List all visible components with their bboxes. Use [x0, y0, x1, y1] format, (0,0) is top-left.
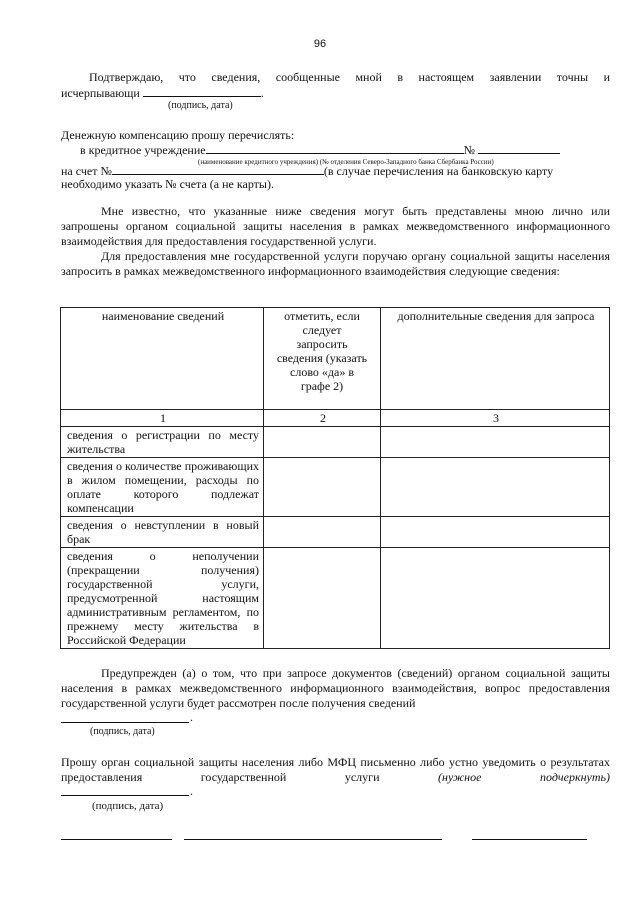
payment-heading: Денежную компенсацию прошу перечислять:: [61, 128, 295, 142]
mark-cell[interactable]: [264, 458, 381, 517]
notify-text: Прошу орган социальной защиты населения либо МФЦ письменно либо устно уведомить о результатах предоставления государственной услуги: [61, 755, 610, 784]
confirm-statement: Подтверждаю, что сведения, сообщенные мной в настоящем заявлении точны и: [89, 70, 610, 84]
bottom-line-name[interactable]: [184, 839, 442, 840]
notify-period: .: [190, 784, 193, 798]
bank-line: [80, 142, 560, 158]
account-note: (в случае перечисления на банковскую карту: [323, 164, 554, 178]
account-note-line2: необходимо указать № счета (а не карты).: [61, 177, 274, 191]
info-paragraph: Мне известно, что указанные ниже сведения могут быть представлены мною лично или запрошены органом социальной защиты населения в рамках межведомственного информационного взаимодействия для предоставления государственной услуги.: [61, 204, 610, 248]
request-table: [60, 307, 610, 649]
account-label: на счет №: [61, 164, 112, 178]
mark-cell[interactable]: [264, 548, 381, 649]
row-label: сведения о невступлении в новый брак: [61, 517, 264, 548]
bottom-line-signature[interactable]: [472, 839, 587, 840]
table-row: [61, 548, 610, 649]
row-label: сведения о количестве проживающих в жилом помещении, расходы по оплате которого подлежат компенсации: [61, 458, 264, 517]
bank-label: в кредитное учреждение: [80, 143, 206, 157]
account-number-field[interactable]: [112, 163, 324, 175]
table-header-row: [61, 308, 610, 410]
mark-cell[interactable]: [264, 427, 381, 458]
col-number-1: 1: [61, 410, 264, 427]
page-number: 96: [313, 38, 327, 50]
confirm-signature-field[interactable]: [143, 85, 261, 97]
bank-hint: (наименование кредитного учреждения) (№ отделения Северо-Западного банка Сбербанка России): [198, 158, 494, 166]
table-row: [61, 517, 610, 548]
header-name: наименование сведений: [61, 308, 264, 410]
col-number-3: 3: [381, 410, 610, 427]
confirm-period: .: [260, 86, 264, 100]
bottom-line-date[interactable]: [61, 839, 172, 840]
header-extra: дополнительные сведения для запроса: [381, 308, 610, 410]
bank-name-field[interactable]: [206, 142, 464, 154]
confirm-line2-text: исчерпывающи: [61, 86, 140, 100]
table-number-row: [61, 410, 610, 427]
extra-cell[interactable]: [381, 517, 610, 548]
number-sign: №: [463, 143, 476, 157]
col-number-2: 2: [264, 410, 381, 427]
notify-paragraph: [61, 755, 610, 785]
extra-cell[interactable]: [381, 458, 610, 517]
row-label: сведения о неполучении (прекращении получения) государственной услуги, предусмотренной настоящим административным регламентом, по прежнему месту жительства в Российской Федерации: [61, 548, 264, 649]
bank-branch-field[interactable]: [478, 142, 560, 154]
confirm-signature-label: (подпись, дата): [168, 100, 233, 111]
table-row: [61, 427, 610, 458]
row-label: сведения о регистрации по месту жительства: [61, 427, 264, 458]
warning-signature-field[interactable]: [61, 722, 189, 723]
warning-paragraph: Предупрежден (а) о том, что при запросе документов (сведений) органом социальной защиты населения в рамках межведомственного информационного взаимодействия, вопрос предоставления государственной услуги будет рассмотрен после получения сведений: [61, 666, 610, 710]
notify-signature-label: (подпись, дата): [92, 800, 164, 812]
request-paragraph: Для предоставления мне государственной услуги поручаю органу социальной защиты населения запросить в рамках межведомственного информационного взаимодействия следующие сведения:: [61, 249, 610, 278]
notify-choice: (нужное подчеркнуть): [438, 770, 610, 784]
extra-cell[interactable]: [381, 427, 610, 458]
table-row: [61, 458, 610, 517]
mark-cell[interactable]: [264, 517, 381, 548]
warning-signature-label: (подпись, дата): [90, 726, 155, 737]
warning-period: .: [190, 710, 193, 724]
extra-cell[interactable]: [381, 548, 610, 649]
confirm-line2: [61, 85, 264, 101]
header-mark: отметить, если следует запросить сведения (указать слово «да» в графе 2): [264, 308, 381, 410]
notify-signature-field[interactable]: [61, 795, 189, 796]
